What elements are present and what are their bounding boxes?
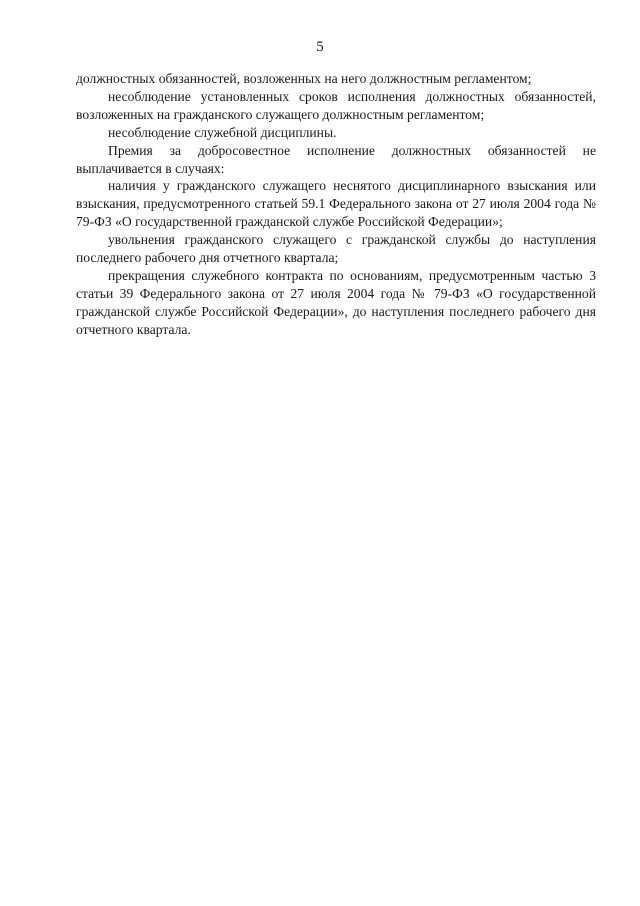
paragraph-discipline: несоблюдение служебной дисциплины.	[108, 124, 337, 140]
paragraph-deadlines: несоблюдение установленных сроков исполнения должностных обязанностей, возложенных на гражданского служащего должностным регламентом;	[76, 88, 596, 122]
paragraph-bonus-not-paid: Премия за добросовестное исполнение должностных обязанностей не выплачивается в случаях:	[76, 142, 596, 176]
paragraph-disciplinary-penalty: наличия у гражданского служащего неснятого дисциплинарного взыскания или взыскания, предусмотренного статьей 59.1 Федерального закона от 27 июля 2004 года № 79-ФЗ «О государственной гражданской службе Российской Федерации»;	[76, 178, 596, 230]
page-number: 5	[316, 39, 324, 55]
paragraph-dismissal: увольнения гражданского служащего с гражданской службы до наступления последнего рабочего дня отчетного квартала;	[76, 232, 596, 266]
document-body	[76, 70, 596, 339]
paragraph-duties-continuation: должностных обязанностей, возложенных на него должностным регламентом;	[76, 71, 532, 86]
paragraph-contract-termination: прекращения служебного контракта по основаниям, предусмотренным частью 3 статьи 39 Федерального закона от 27 июля 2004 года № 79-ФЗ «О государственной гражданской службе Российской Федерации», до наступления последнего рабочего дня отчетного квартала.	[76, 267, 596, 337]
